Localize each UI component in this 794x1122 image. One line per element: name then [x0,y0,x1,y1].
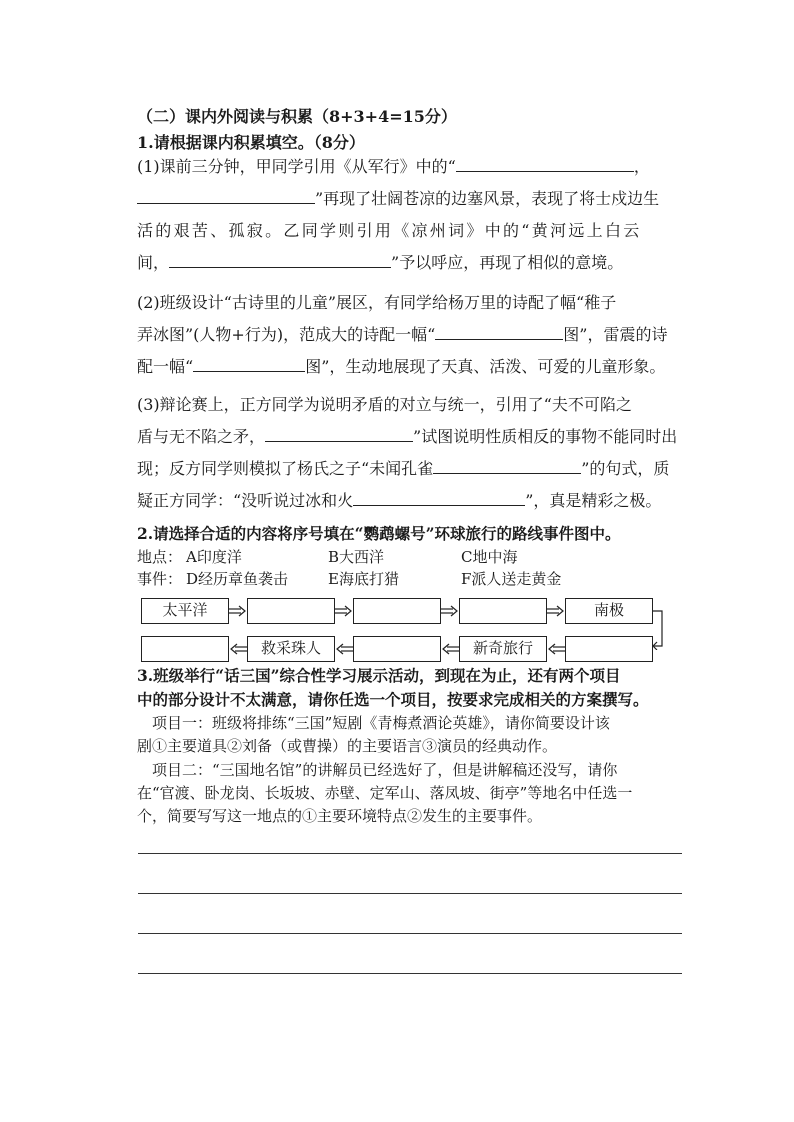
q1-p3-line3 [137,456,669,479]
route-box-r1-2[interactable] [247,598,335,624]
arrow-left-icon [335,643,353,655]
blank-6[interactable] [265,425,413,442]
q2-places-row [137,546,182,567]
q1-p1-line3: 活的艰苦、孤寂。乙同学则引用《凉州词》中的“黄河远上白云 [137,221,642,240]
q1-p3-line2 [137,424,677,447]
blank-2[interactable] [137,187,315,204]
route-box-rescue-pearl-diver: 救采珠人 [247,636,335,662]
q3-line2: 中的部分设计不太满意，请你任选一个项目，按要求完成相关的方案撰写。 [137,690,649,709]
q1-p3-line1: (3)辩论赛上，正方同学为说明矛盾的对立与统一，引用了“夫不可陷之 [137,395,632,414]
q2-heading: 2.请选择合适的内容将序号填在“鹦鹉螺号”环球旅行的路线事件图中。 [137,524,621,543]
arrow-left-icon [229,643,247,655]
q1-p2-text-c: 图”，雷震的诗 [563,325,668,344]
route-box-pacific: 太平洋 [141,598,229,624]
route-box-south-pole: 南极 [565,598,653,624]
section-title: （二）课内外阅读与积累（8+3+4=15分） [137,107,457,126]
q1-p1-text-c: ”再现了壮阔苍凉的边塞风景，表现了将士戍边生 [315,189,660,208]
q1-p3-text-b: 盾与无不陷之矛， [137,427,266,446]
q3-project2-line2: 在“官渡、卧龙岗、长坂坡、赤壁、定军山、落凤坡、街亭”等地名中任选一 [137,784,633,802]
answer-line-2[interactable] [138,893,682,894]
arrow-right-icon [229,605,247,617]
q1-p1-text-f: ”予以呼应，再现了相似的意境。 [391,253,624,272]
answer-line-3[interactable] [138,933,682,934]
answer-line-4[interactable] [138,973,682,974]
q1-p2-line3 [137,354,665,377]
place-c: C地中海 [461,548,518,566]
route-box-r1-4[interactable] [459,598,547,624]
answer-line-1[interactable] [138,853,682,854]
q1-p2-line2 [137,322,667,345]
q2-events-row [137,568,182,589]
q3-line1: 3.班级举行“话三国”综合性学习展示活动，到现在为止，还有两个项目 [137,666,621,685]
arrow-right-icon [547,605,565,617]
q3-project2-line1: 项目二：“三国地名馆”的讲解员已经选好了，但是讲解稿还没写，请你 [152,761,618,779]
arrow-right-icon [441,605,459,617]
blank-1[interactable] [456,155,634,172]
q1-p1-text-a: (1)课前三分钟，甲同学引用《从军行》中的“ [137,157,456,176]
q1-p2-text-b: 弄冰图”(人物+行为)，范成大的诗配一幅“ [137,325,436,344]
q1-p3-text-f: 疑正方同学：“没听说过冰和火 [137,491,354,510]
place-a: A印度洋 [186,548,242,566]
q1-p1-line4 [137,250,623,273]
q1-p2-text-d: 配一幅“ [137,357,194,376]
q1-p1-text-b: ， [633,157,650,176]
route-box-novel-travel: 新奇旅行 [459,636,547,662]
place-b: B大西洋 [328,548,385,566]
q1-p1-text-e: 间， [137,253,170,272]
q1-p3-text-c: ”试图说明性质相反的事物不能同时出 [413,427,678,446]
q1-p3-line4 [137,488,661,511]
q1-p2-line1: (2)班级设计“古诗里的儿童”展区，有同学给杨万里的诗配了幅“稚子 [137,293,617,312]
blank-3[interactable] [169,251,391,268]
events-label: 事件： [137,570,183,588]
q1-p1-line1 [137,154,650,177]
q1-p2-text-e: 图”，生动地展现了天真、活泼、可爱的儿童形象。 [305,357,666,376]
q3-project1-line1: 项目一：班级将排练“三国”短剧《青梅煮酒论英雄》，请你简要设计该 [152,714,610,732]
route-box-r2-3[interactable] [353,636,441,662]
arrow-right-icon [335,605,353,617]
event-f: F派人送走黄金 [461,570,562,588]
places-label: 地点： [137,548,183,566]
blank-5[interactable] [193,355,305,372]
q3-project2-line3: 个，简要写写这一地点的①主要环境特点②发生的主要事件。 [137,807,543,825]
event-e: E海底打猎 [328,570,399,588]
route-box-r2-1[interactable] [141,636,229,662]
blank-4[interactable] [435,323,563,340]
q3-project1-line2: 剧①主要道具②刘备（或曹操）的主要语言③演员的经典动作。 [137,737,558,755]
q1-p1-line2 [137,186,659,209]
q1-p3-text-d: 现；反方同学则模拟了杨氏之子“未闻孔雀 [137,459,434,478]
blank-7[interactable] [433,457,581,474]
event-d: D经历章鱼袭击 [186,570,289,588]
q1-p3-text-e: ”的句式，质 [581,459,670,478]
arrow-left-icon [547,643,565,655]
q1-heading: 1.请根据课内积累填空。（8分） [137,133,365,152]
arrow-left-icon [441,643,459,655]
route-box-r1-3[interactable] [353,598,441,624]
arrow-down-icon [652,610,666,650]
q1-p3-text-g: ”，真是精彩之极。 [525,491,662,510]
blank-8[interactable] [353,489,525,506]
route-box-r2-5[interactable] [565,636,653,662]
